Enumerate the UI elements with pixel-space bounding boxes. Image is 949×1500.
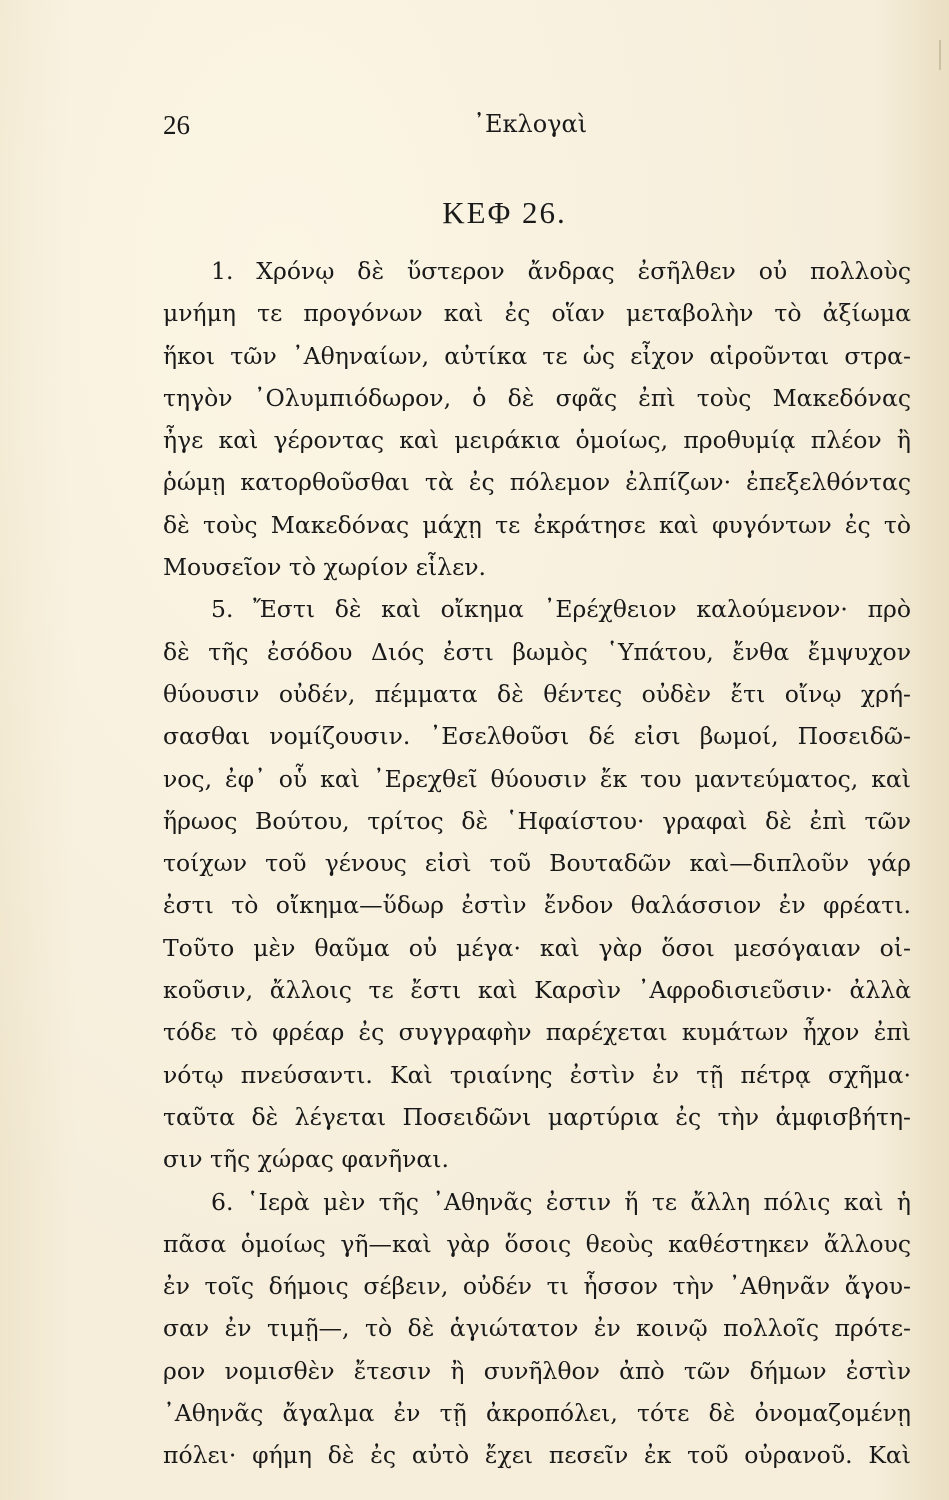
running-head [163,110,908,150]
body-text [163,250,911,1477]
page-number: 26 [163,110,190,140]
text-line: τηγὸν ᾿Ολυμπιόδωρον, ὁ δὲ σφᾶς ἐπὶ τοὺς Μακεδόνας [163,383,911,412]
text-line: σασθαι νομίζουσιν. ᾿Εσελθοῦσι δέ εἰσι βωμοί, Ποσειδῶ- [163,722,911,751]
text-line: 5. Ἔστι δὲ καὶ οἴκημα ᾿Ερέχθειον καλούμενον· πρὸ [211,595,911,624]
text-line: ῥώμῃ κατορθοῦσθαι τὰ ἐς πόλεμον ἐλπίζων· ἐπεξελθόντας [163,468,911,497]
text-line: ἥκοι τῶν ᾿Αθηναίων, αὐτίκα τε ὡς εἶχον αἱροῦνται στρα- [163,341,911,370]
text-line: 1. Χρόνῳ δὲ ὕστερον ἄνδρας ἐσῆλθεν οὐ πολλοὺς [211,257,911,285]
text-line: πᾶσα ὁμοίως γῆ—καὶ γὰρ ὅσοις θεοὺς καθέστηκεν ἄλλους [163,1229,911,1258]
text-line: νος, ἐφ᾿ οὗ καὶ ᾿Ερεχθεῖ θύουσιν ἔκ του μαντεύματος, καὶ [163,764,911,793]
text-line: 6. ῾Ιερὰ μὲν τῆς ᾿Αθηνᾶς ἐστιν ἥ τε ἄλλη πόλις καὶ ἡ [211,1187,911,1216]
text-line: ἥρωος Βούτου, τρίτος δὲ ῾Ηφαίστου· γραφαὶ δὲ ἐπὶ τῶν [163,806,911,835]
text-line: σιν τῆς χώρας φανῆναι. [163,1145,449,1174]
text-line: θύουσιν οὐδέν, πέμματα δὲ θέντες οὐδὲν ἔτι οἴνῳ χρή- [163,679,911,708]
chapter-title: ΚΕΦ 26. [442,195,567,230]
text-line: ἐστι τὸ οἴκημα—ὕδωρ ἐστὶν ἔνδον θαλάσσιον ἐν φρέατι. [163,891,911,920]
text-line: τοίχων τοῦ γένους εἰσὶ τοῦ Βουταδῶν καὶ—διπλοῦν γάρ [163,849,911,878]
text-line: ἦγε καὶ γέροντας καὶ μειράκια ὁμοίως, προθυμίᾳ πλέον ἢ [163,426,911,455]
text-line: δὲ τοὺς Μακεδόνας μάχῃ τε ἐκράτησε καὶ φυγόντων ἐς τὸ [163,510,911,539]
text-line: ἐν τοῖς δήμοις σέβειν, οὐδέν τι ἧσσον τὴν ᾿Αθηνᾶν ἄγου- [163,1272,911,1301]
text-line: νότῳ πνεύσαντι. Καὶ τριαίνης ἐστὶν ἐν τῇ πέτρᾳ σχῆμα· [163,1060,911,1089]
page-edge-mark [939,40,941,70]
text-line: μνήμη τε προγόνων καὶ ἐς οἵαν μεταβολὴν τὸ ἀξίωμα [163,299,911,328]
text-line: πόλει· φήμη δὲ ἐς αὐτὸ ἔχει πεσεῖν ἐκ τοῦ οὐρανοῦ. Καὶ [163,1441,911,1470]
text-line: Μουσεῖον τὸ χωρίον εἷλεν. [163,553,486,582]
text-line: ᾿Αθηνᾶς ἄγαλμα ἐν τῇ ἀκροπόλει, τότε δὲ ὀνομαζομένῃ [163,1399,911,1428]
running-head-title: ᾿Εκλογαὶ [473,110,588,138]
text-line: ταῦτα δὲ λέγεται Ποσειδῶνι μαρτύρια ἐς τὴν ἀμφισβήτη- [163,1102,911,1131]
text-line: κοῦσιν, ἄλλοις τε ἔστι καὶ Καρσὶν ᾿Αφροδισιεῦσιν· ἀλλὰ [163,976,911,1005]
text-line: δὲ τῆς ἐσόδου Διός ἐστι βωμὸς ῾Υπάτου, ἔνθα ἔμψυχον [163,637,911,666]
text-line: ρον νομισθὲν ἔτεσιν ἢ συνῆλθον ἀπὸ τῶν δήμων ἐστὶν [163,1356,911,1385]
text-line: σαν ἐν τιμῇ—, τὸ δὲ ἁγιώτατον ἐν κοινῷ πολλοῖς πρότε- [163,1314,911,1343]
text-line: τόδε τὸ φρέαρ ἐς συγγραφὴν παρέχεται κυμάτων ἦχον ἐπὶ [163,1018,911,1047]
text-line: Τοῦτο μὲν θαῦμα οὐ μέγα· καὶ γὰρ ὅσοι μεσόγαιαν οἰ- [163,933,911,962]
